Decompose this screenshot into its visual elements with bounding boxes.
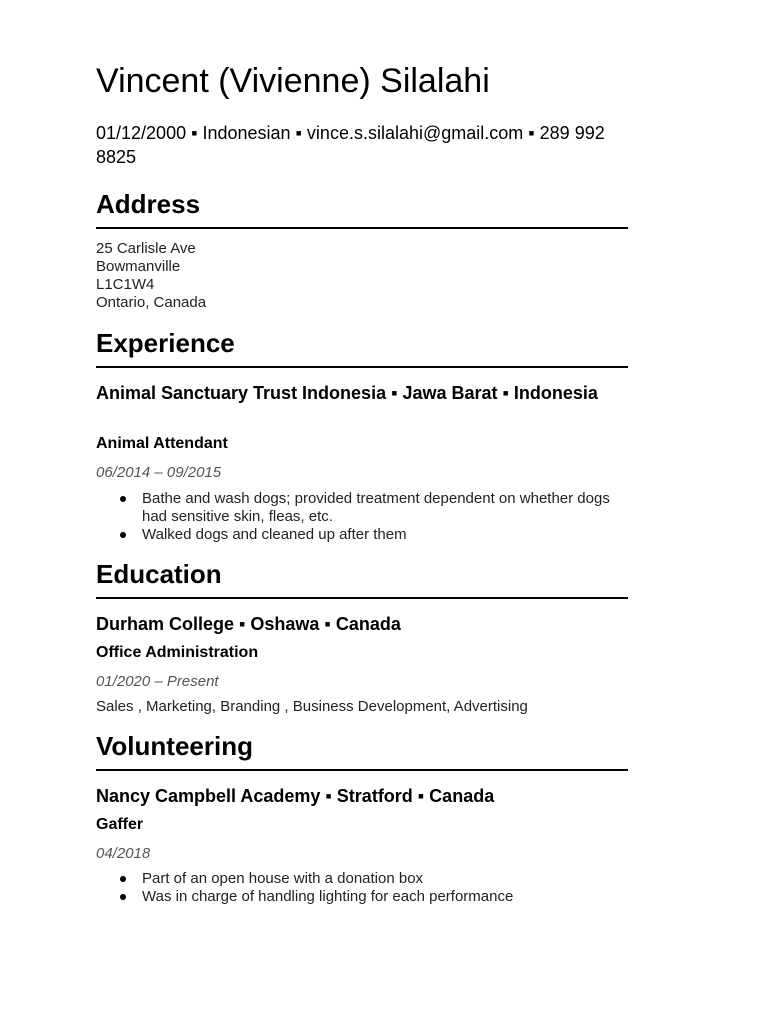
volunteering-dates: 04/2018 (96, 845, 151, 862)
volunteering-role: Gaffer (96, 816, 144, 833)
experience-role: Animal Attendant (96, 435, 228, 452)
address-divider (96, 227, 628, 229)
experience-divider (96, 366, 628, 368)
bullet-icon (120, 894, 126, 900)
volunteering-organization: Nancy Campbell Academy ▪ Stratford ▪ Canada (96, 786, 495, 806)
experience-organization: Animal Sanctuary Trust Indonesia ▪ Jawa Barat ▪ Indonesia (96, 383, 598, 403)
contact-line: 01/12/2000 ▪ Indonesian ▪ vince.s.silalahi@gmail.com ▪ 289 992 8825 (96, 123, 605, 167)
education-institution: Durham College ▪ Oshawa ▪ Canada (96, 614, 401, 634)
education-divider (96, 597, 628, 599)
education-dates: 01/2020 – Present (96, 673, 219, 690)
address-line: Ontario, Canada (96, 294, 207, 311)
candidate-name: Vincent (Vivienne) Silalahi (96, 62, 490, 100)
address-heading: Address (96, 189, 201, 219)
list-item (96, 888, 628, 906)
list-item (96, 870, 628, 888)
address-block (96, 240, 206, 312)
volunteering-heading: Volunteering (96, 731, 253, 761)
bullet-text: Was in charge of handling lighting for each performance (142, 888, 514, 905)
address-line: 25 Carlisle Ave (96, 240, 196, 257)
list-item (96, 490, 628, 526)
education-details: Sales , Marketing, Branding , Business Development, Advertising (96, 698, 528, 715)
bullet-text: Bathe and wash dogs; provided treatment dependent on whether dogs had sensitive skin, fleas, etc. (142, 490, 610, 525)
list-item (96, 526, 628, 544)
experience-bullet-list (96, 490, 628, 544)
volunteering-bullet-list (96, 870, 628, 906)
address-line: Bowmanville (96, 258, 181, 275)
volunteering-divider (96, 769, 628, 771)
bullet-icon (120, 496, 126, 502)
bullet-text: Walked dogs and cleaned up after them (142, 526, 407, 543)
education-program: Office Administration (96, 644, 259, 661)
address-line: L1C1W4 (96, 276, 155, 293)
bullet-text: Part of an open house with a donation box (142, 870, 424, 887)
bullet-icon (120, 876, 126, 882)
experience-heading: Experience (96, 328, 235, 358)
bullet-icon (120, 532, 126, 538)
education-heading: Education (96, 559, 222, 589)
experience-dates: 06/2014 – 09/2015 (96, 464, 222, 481)
